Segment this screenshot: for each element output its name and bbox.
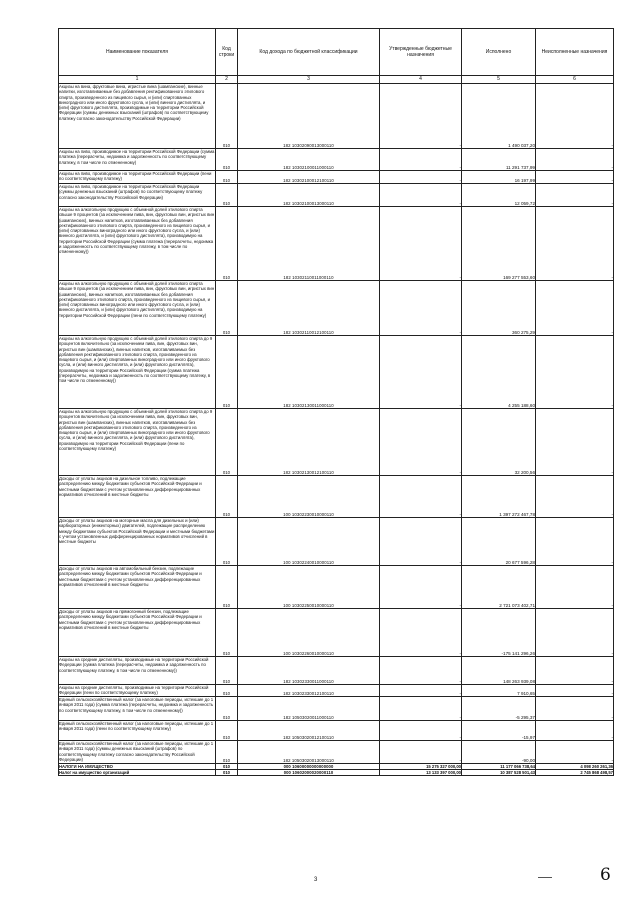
table-row xyxy=(59,207,614,281)
unexecuted-amount-cell: - xyxy=(536,476,614,518)
unexecuted-amount-cell: 2 745 868 498,57 xyxy=(536,770,614,776)
indicator-name-cell: Акцизы на пиво, производимое на территории Российской Федерации (суммы денежных взысканий (штрафов) по соответствующему платежу согласно законодательству Российской Федерации) xyxy=(59,184,216,207)
header-line-code: Код строки xyxy=(216,29,238,76)
column-number: 1 xyxy=(59,76,216,84)
line-code-cell: 010 xyxy=(216,741,238,764)
table-row xyxy=(59,84,614,149)
budget-code-cell: 100 10302240010000110 xyxy=(238,518,380,566)
table-row xyxy=(59,770,614,776)
table-row xyxy=(59,566,614,609)
executed-amount-cell: 12 059,72 xyxy=(462,184,536,207)
approved-amount-cell: - xyxy=(380,741,462,764)
unexecuted-amount-cell: - xyxy=(536,207,614,281)
executed-amount-cell: -90,00 xyxy=(462,741,536,764)
line-code-cell: 010 xyxy=(216,207,238,281)
table-row xyxy=(59,685,614,697)
executed-amount-cell: 11 177 066 738,64 xyxy=(462,764,536,770)
line-code-cell: 010 xyxy=(216,409,238,476)
indicator-name-cell: Акцизы на средние дистилляты, производимые на территории Российской Федерации (пени по соответствующему платежу) xyxy=(59,685,216,697)
line-code-cell: 010 xyxy=(216,281,238,336)
executed-amount-cell: 11 291 737,99 xyxy=(462,149,536,171)
table-row xyxy=(59,721,614,741)
unexecuted-amount-cell: - xyxy=(536,171,614,184)
executed-amount-cell: 7 910,65 xyxy=(462,685,536,697)
column-number: 5 xyxy=(462,76,536,84)
table-body xyxy=(59,84,614,776)
table-row xyxy=(59,409,614,476)
column-number-row xyxy=(59,76,614,84)
indicator-name-cell: Акцизы на пиво, производимое на территории Российской Федерации (сумма платежа (перерасчеты, недоимка и задолженность по соответствующему платежу, в том числе по отмененному) xyxy=(59,149,216,171)
unexecuted-amount-cell: - xyxy=(536,518,614,566)
executed-amount-cell: 16 197,99 xyxy=(462,171,536,184)
approved-amount-cell: - xyxy=(380,171,462,184)
line-code-cell: 010 xyxy=(216,764,238,770)
line-code-cell: 010 xyxy=(216,721,238,741)
executed-amount-cell: 1 397 272 467,78 xyxy=(462,476,536,518)
line-code-cell: 010 xyxy=(216,171,238,184)
line-code-cell: 010 xyxy=(216,685,238,697)
executed-amount-cell: 148 263 939,08 xyxy=(462,657,536,685)
table-row xyxy=(59,657,614,685)
executed-amount-cell: 10 387 528 501,43 xyxy=(462,770,536,776)
line-code-cell: 010 xyxy=(216,149,238,171)
header-approved: Утвержденные бюджетные назначения xyxy=(380,29,462,76)
unexecuted-amount-cell: - xyxy=(536,149,614,171)
line-code-cell: 010 xyxy=(216,84,238,149)
executed-amount-cell: 169 277 553,60 xyxy=(462,207,536,281)
table-row xyxy=(59,476,614,518)
indicator-name-cell: Акцизы на алкогольную продукцию с объемной долей этилового спирта свыше 9 процентов (за исключением пива, вин, фруктовых вин, игристых вин (шампанских), винных напитков, изготавливаемых без добавления ректификованного этилового спирта, произведенного из пищевого сырья, и (или) спиртованных виноградного или иного фруктового сусла, и (или) винного дистиллята, и (или) фруктового дистиллята), производимую на территории Российской Федерации (сумма платежа (перерасчеты, недоимка и задолженность по соответствующему платежу, в том числе по отмененному)) xyxy=(59,207,216,281)
header-indicator-name: Наименование показателя xyxy=(59,29,216,76)
executed-amount-cell: 1 490 037,20 xyxy=(462,84,536,149)
executed-amount-cell: -175 141 296,26 xyxy=(462,609,536,657)
executed-amount-cell: 360 275,29 xyxy=(462,281,536,336)
approved-amount-cell: - xyxy=(380,476,462,518)
budget-code-cell: 100 10302230010000110 xyxy=(238,476,380,518)
indicator-name-cell: Акцизы на алкогольную продукцию с объемной долей этилового спирта до 9 процентов включительно (за исключением пива, вин, фруктовых вин, игристых вин (шампанских), винных напитков, изготавливаемых без добавления ректификованного этилового спирта, произведенного из пищевого сырья, и (или) спиртованных виноградного или иного фруктового сусла, и (или) винного дистиллята, и (или) фруктового дистиллята), производимую на территории Российской Федерации (пени по соответствующему платежу) xyxy=(59,409,216,476)
table-row xyxy=(59,609,614,657)
unexecuted-amount-cell: - xyxy=(536,721,614,741)
approved-amount-cell: - xyxy=(380,697,462,721)
column-number: 2 xyxy=(216,76,238,84)
budget-execution-table xyxy=(58,28,614,776)
line-code-cell: 010 xyxy=(216,518,238,566)
line-code-cell: 010 xyxy=(216,657,238,685)
budget-code-cell: 182 10302100011000110 xyxy=(238,149,380,171)
line-code-cell: 010 xyxy=(216,184,238,207)
budget-code-cell: 182 10302090013000110 xyxy=(238,84,380,149)
table-header-row xyxy=(59,29,614,76)
unexecuted-amount-cell: - xyxy=(536,685,614,697)
executed-amount-cell: 4 255 188,60 xyxy=(462,336,536,409)
line-code-cell: 010 xyxy=(216,770,238,776)
unexecuted-amount-cell: - xyxy=(536,741,614,764)
page-number: 3 xyxy=(314,877,318,883)
indicator-name-cell: Акцизы на средние дистилляты, производимые на территории Российской Федерации (сумма платежа (перерасчеты, недоимка и задолженность по соответствующему платежу, в том числе по отмененному)) xyxy=(59,657,216,685)
budget-code-cell: 182 10302110011000110 xyxy=(238,207,380,281)
table-row xyxy=(59,336,614,409)
indicator-name-cell: Налог на имущество организаций xyxy=(59,770,216,776)
unexecuted-amount-cell: - xyxy=(536,697,614,721)
unexecuted-amount-cell: - xyxy=(536,409,614,476)
approved-amount-cell: - xyxy=(380,657,462,685)
line-code-cell: 010 xyxy=(216,476,238,518)
approved-amount-cell: - xyxy=(380,207,462,281)
budget-code-cell: 000 10600000000000000 xyxy=(238,764,380,770)
approved-amount-cell: - xyxy=(380,336,462,409)
indicator-name-cell: Единый сельскохозяйственный налог (за налоговые периоды, истекшие до 1 января 2011 года) (суммы денежных взысканий (штрафов) по соответствующему платежу согласно законодательству Российской Федерации) xyxy=(59,741,216,764)
line-code-cell: 010 xyxy=(216,566,238,609)
indicator-name-cell: Доходы от уплаты акцизов на моторные масла для дизельных и (или) карбюраторных (инжекторных) двигателей, подлежащие распределению между бюджетами субъектов Российской Федерации и местными бюджетами с учетом установленных дифференцированных нормативов отчислений в местные бюджеты xyxy=(59,518,216,566)
unexecuted-amount-cell: - xyxy=(536,336,614,409)
budget-code-cell: 100 10302250010000110 xyxy=(238,566,380,609)
table-row xyxy=(59,149,614,171)
indicator-name-cell: Акцизы на алкогольную продукцию с объемной долей этилового спирта до 9 процентов включительно (за исключением пива, вин, фруктовых вин, игристых вин (шампанских), винных напитков, изготавливаемых без добавления ректификованного этилового спирта, произведенного из пищевого сырья, и (или) спиртованных виноградного или иного фруктового сусла, и (или) винного дистиллята, и (или) фруктового дистиллята), производимую на территории Российской Федерации (сумма платежа (перерасчеты, недоимка и задолженность по соответствующему платежу, в том числе по отмененному)) xyxy=(59,336,216,409)
report-table-container xyxy=(58,28,613,776)
budget-code-cell: 182 10302110012100110 xyxy=(238,281,380,336)
budget-code-cell: 182 10302130012100110 xyxy=(238,409,380,476)
column-number: 4 xyxy=(380,76,462,84)
indicator-name-cell: Доходы от уплаты акцизов на дизельное топливо, подлежащие распределению между бюджетами субъектов Российской Федерации и местными бюджетами с учетом установленных дифференцированных нормативов отчислений в местные бюджеты xyxy=(59,476,216,518)
unexecuted-amount-cell: - xyxy=(536,84,614,149)
handwritten-page-mark: 6 xyxy=(600,865,611,885)
header-budget-code: Код дохода по бюджетной классификации xyxy=(238,29,380,76)
approved-amount-cell: - xyxy=(380,149,462,171)
column-number: 6 xyxy=(536,76,614,84)
pen-stroke xyxy=(538,877,552,878)
approved-amount-cell: - xyxy=(380,518,462,566)
table-row xyxy=(59,281,614,336)
budget-code-cell: 182 10503020013000110 xyxy=(238,741,380,764)
table-row xyxy=(59,171,614,184)
line-code-cell: 010 xyxy=(216,336,238,409)
budget-code-cell: 182 10503020012100110 xyxy=(238,721,380,741)
approved-amount-cell: - xyxy=(380,566,462,609)
budget-code-cell: 000 10602000020000110 xyxy=(238,770,380,776)
line-code-cell: 010 xyxy=(216,609,238,657)
table-row xyxy=(59,741,614,764)
column-number: 3 xyxy=(238,76,380,84)
unexecuted-amount-cell: - xyxy=(536,657,614,685)
unexecuted-amount-cell: 4 098 260 261,36 xyxy=(536,764,614,770)
budget-code-cell: 182 10302100013000110 xyxy=(238,184,380,207)
budget-code-cell: 182 10302100012100110 xyxy=(238,171,380,184)
approved-amount-cell: 15 275 327 000,00 xyxy=(380,764,462,770)
indicator-name-cell: Акцизы на вина, фруктовые вина, игристые вина (шампанские), винные напитки, изготавливаемые без добавления ректификованного этилового спирта, произведенного из пищевого сырья, и (или) спиртованных виноградного или иного фруктового сусла, и (или) винного дистиллята, и (или) фруктового дистиллята, производимые на территории Российской Федерации (суммы денежных взысканий (штрафов) по соответствующему платежу согласно законодательству Российской Федерации) xyxy=(59,84,216,149)
indicator-name-cell: НАЛОГИ НА ИМУЩЕСТВО xyxy=(59,764,216,770)
indicator-name-cell: Единый сельскохозяйственный налог (за налоговые периоды, истекшие до 1 января 2011 года) (сумма платежа (перерасчеты, недоимка и задолженность по соответствующему платежу, в том числе по отмененному)) xyxy=(59,697,216,721)
approved-amount-cell: - xyxy=(380,609,462,657)
indicator-name-cell: Доходы от уплаты акцизов на автомобильный бензин, подлежащие распределению между бюджетами субъектов Российской Федерации и местными бюджетами с учетом установленных дифференцированных нормативов отчислений в местные бюджеты xyxy=(59,566,216,609)
approved-amount-cell: - xyxy=(380,409,462,476)
table-row xyxy=(59,697,614,721)
approved-amount-cell: 13 133 397 000,00 xyxy=(380,770,462,776)
approved-amount-cell: - xyxy=(380,721,462,741)
approved-amount-cell: - xyxy=(380,184,462,207)
executed-amount-cell: 32 200,56 xyxy=(462,409,536,476)
header-unexecuted: Неисполненные назначения xyxy=(536,29,614,76)
approved-amount-cell: - xyxy=(380,281,462,336)
unexecuted-amount-cell: - xyxy=(536,566,614,609)
unexecuted-amount-cell: - xyxy=(536,184,614,207)
budget-code-cell: 182 10503020011000110 xyxy=(238,697,380,721)
unexecuted-amount-cell: - xyxy=(536,609,614,657)
budget-code-cell: 182 10302330011000110 xyxy=(238,657,380,685)
line-code-cell: 010 xyxy=(216,697,238,721)
budget-code-cell: 100 10302260010000110 xyxy=(238,609,380,657)
header-executed: Исполнено xyxy=(462,29,536,76)
indicator-name-cell: Акцизы на пиво, производимое на территории Российской Федерации (пени по соответствующему платежу) xyxy=(59,171,216,184)
unexecuted-amount-cell: - xyxy=(536,281,614,336)
budget-code-cell: 182 10302330012100110 xyxy=(238,685,380,697)
approved-amount-cell: - xyxy=(380,685,462,697)
indicator-name-cell: Доходы от уплаты акцизов на прямогонный бензин, подлежащие распределению между бюджетами субъектов Российской Федерации и местными бюджетами с учетом установленных дифференцированных нормативов отчислений в местные бюджеты xyxy=(59,609,216,657)
approved-amount-cell: - xyxy=(380,84,462,149)
executed-amount-cell: -5 295,37 xyxy=(462,697,536,721)
indicator-name-cell: Акцизы на алкогольную продукцию с объемной долей этилового спирта свыше 9 процентов (за исключением пива, вин, фруктовых вин, игристых вин (шампанских), винных напитков, изготавливаемых без добавления ректификованного этилового спирта, произведенного из пищевого сырья, и (или) спиртованных виноградного или иного фруктового сусла, и (или) винного дистиллята, и (или) фруктового дистиллята), производимую на территории Российской Федерации (пени по соответствующему платежу) xyxy=(59,281,216,336)
executed-amount-cell: 20 677 596,28 xyxy=(462,518,536,566)
executed-amount-cell: -15,97 xyxy=(462,721,536,741)
budget-code-cell: 182 10302130011000110 xyxy=(238,336,380,409)
table-row xyxy=(59,184,614,207)
table-row xyxy=(59,518,614,566)
executed-amount-cell: 2 721 073 402,71 xyxy=(462,566,536,609)
indicator-name-cell: Единый сельскохозяйственный налог (за налоговые периоды, истекшие до 1 января 2011 года) (пени по соответствующему платежу) xyxy=(59,721,216,741)
